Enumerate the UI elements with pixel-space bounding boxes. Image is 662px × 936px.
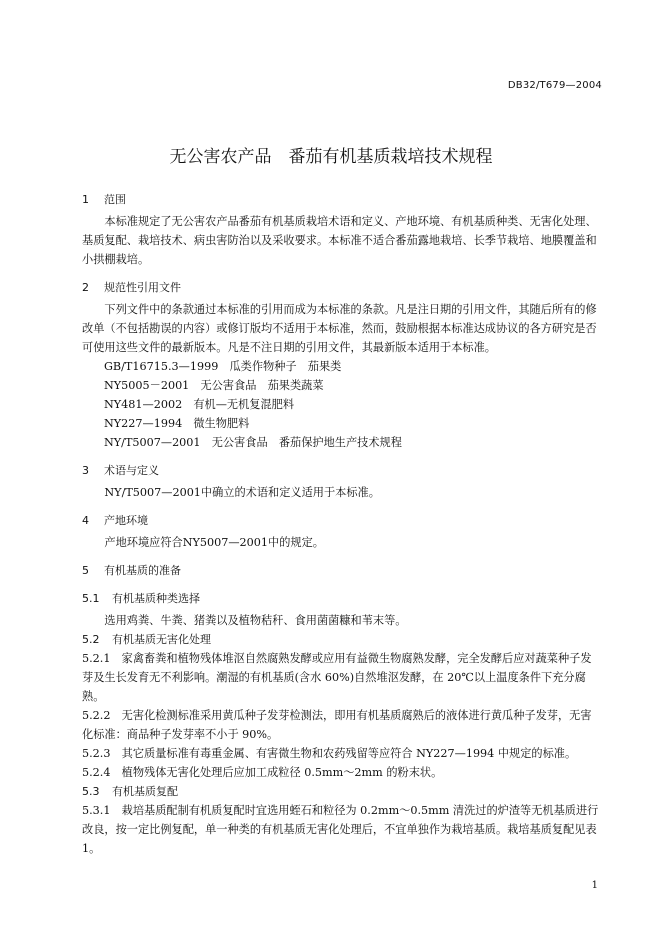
- section-heading-5-3: 5.3 有机基质复配: [82, 785, 178, 798]
- reference-item: GB/T16715.3—1999 瓜类作物种子 茄果类: [104, 360, 342, 373]
- section-heading-4: 4 产地环境: [82, 514, 148, 527]
- clause-5-2-4: 5.2.4 植物残体无害化处理后应加工成粒径 0.5mm～2mm 的粉末状。: [82, 766, 443, 779]
- reference-item: NY/T5007—2001 无公害食品 番茄保护地生产技术规程: [104, 436, 402, 449]
- clause-5-2-1: 5.2.1 家禽畜粪和植物残体堆沤自然腐熟发酵或应用有益微生物腐熟发酵，完全发酵后应对蔬菜种子发芽及生长发育无不利影响。潮湿的有机基质(含水 60%)自然堆沤发酵，在 20℃以上温度条件下充分腐熟。: [82, 652, 592, 703]
- section-5-1-text: 选用鸡粪、牛粪、猪粪以及植物秸秆、食用菌菌糠和苇末等。: [104, 614, 407, 627]
- reference-item: NY5005－2001 无公害食品 茄果类蔬菜: [104, 379, 324, 392]
- section-heading-5: 5 有机基质的准备: [82, 564, 181, 577]
- section-heading-2: 2 规范性引用文件: [82, 281, 181, 294]
- reference-item: NY481—2002 有机—无机复混肥料: [104, 398, 295, 411]
- section-3-text: NY/T5007—2001中确立的术语和定义适用于本标准。: [104, 486, 380, 499]
- clause-5-2-3: 5.2.3 其它质量标准有毒重金属、有害微生物和农药残留等应符合 NY227—1994 中规定的标准。: [82, 747, 577, 760]
- standard-code: DB32/T679—2004: [507, 80, 602, 91]
- section-1-text: 本标准规定了无公害农产品番茄有机基质栽培术语和定义、产地环境、有机基质种类、无害化处理、基质复配、栽培技术、病虫害防治以及采收要求。本标准不适合番茄露地栽培、长季节栽培、地膜覆盖和小拱棚栽培。: [82, 215, 597, 266]
- section-2-text: 下列文件中的条款通过本标准的引用而成为本标准的条款。凡是注日期的引用文件，其随后所有的修改单（不包括勘误的内容）或修订版均不适用于本标准，然而，鼓励根据本标准达成协议的各方研究是否可使用这些文件的最新版本。凡是不注日期的引用文件，其最新版本适用于本标准。: [82, 303, 597, 354]
- clause-5-2-2: 5.2.2 无害化检测标准采用黄瓜种子发芽检测法，即用有机基质腐熟后的液体进行黄瓜种子发芽，无害化标准：商品种子发芽率不小于 90%。: [82, 709, 592, 741]
- reference-item: NY227—1994 微生物肥料: [104, 417, 250, 430]
- document-body: [82, 190, 600, 858]
- section-heading-5-2: 5.2 有机基质无害化处理: [82, 633, 211, 646]
- clause-5-3-1: 5.3.1 栽培基质配制有机质复配时宜选用蛭石和粒径为 0.2mm～0.5mm 清洗过的炉渣等无机基质进行改良，按一定比例复配，单一种类的有机基质无害化处理后，不宜单独作为栽培基质。栽培基质复配见表 1。: [82, 804, 599, 855]
- section-4-text: 产地环境应符合NY5007—2001中的规定。: [104, 536, 324, 549]
- section-heading-3: 3 术语与定义: [82, 464, 159, 477]
- page-number: 1: [591, 880, 598, 891]
- document-title: 无公害农产品 番茄有机基质栽培技术规程: [169, 147, 493, 167]
- section-heading-1: 1 范围: [82, 193, 126, 206]
- section-heading-5-1: 5.1 有机基质种类选择: [82, 592, 200, 605]
